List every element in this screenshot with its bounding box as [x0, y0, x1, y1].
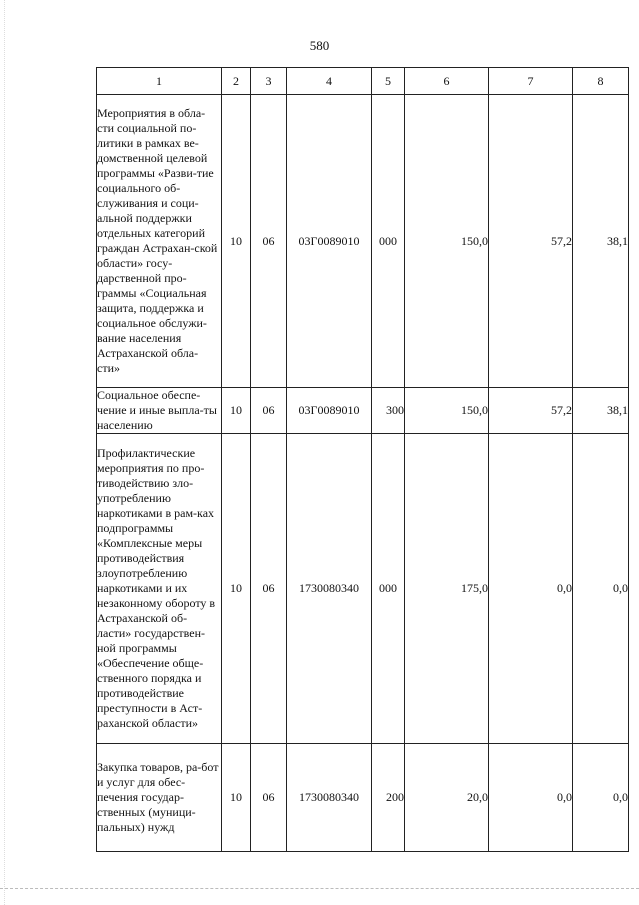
page-number: 580: [309, 38, 330, 53]
cell-section: 10: [222, 388, 251, 434]
row-name: Профилактические мероприятия по про-тиводействию зло-употреблению наркотиками в рам-ках подпрограммы «Комплексные меры противодействия злоупотреблению наркотиками и их незаконному обороту в Астраханской об-ласти» государствен-ной программы «Обеспечение обще-ственного порядка и противодействие преступности в Аст-раханской области»: [97, 434, 222, 744]
cell-expense-type: 200: [372, 744, 405, 852]
table-row: [97, 434, 629, 744]
cell-target-article: 1730080340: [287, 744, 372, 852]
cell-subsection: 06: [251, 95, 287, 388]
cell-actual: 57,2: [489, 388, 573, 434]
cell-section: 10: [222, 95, 251, 388]
header-cell: 5: [372, 68, 405, 95]
cell-target-article: 03Г0089010: [287, 95, 372, 388]
cell-actual: 0,0: [489, 744, 573, 852]
budget-table: [96, 67, 629, 852]
header-cell: 7: [489, 68, 573, 95]
header-row: [97, 68, 629, 95]
cell-section: 10: [222, 744, 251, 852]
cell-expense-type: 000: [372, 434, 405, 744]
cell-expense-type: 300: [372, 388, 405, 434]
table-row: [97, 744, 629, 852]
cell-subsection: 06: [251, 744, 287, 852]
cell-percent: 0,0: [573, 744, 629, 852]
row-name: Закупка товаров, ра-бот и услуг для обес-печения государ-ственных (муници-пальных) нужд: [97, 744, 222, 852]
cell-percent: 38,1: [573, 388, 629, 434]
row-name: Мероприятия в обла-сти социальной по-литики в рамках ве-домственной целевой программы «Разви-тие социального об-служивания и соци-альной поддержки отдельных категорий граждан Астрахан-ской области» госу-дарственной про-граммы «Социальная защита, поддержка и социальное обслужи-вание населения Астраханской обла-сти»: [97, 95, 222, 388]
cell-plan: 150,0: [405, 95, 489, 388]
header-cell: 4: [287, 68, 372, 95]
cell-percent: 38,1: [573, 95, 629, 388]
table-row: [97, 95, 629, 388]
cell-plan: 175,0: [405, 434, 489, 744]
cell-actual: 57,2: [489, 95, 573, 388]
cell-actual: 0,0: [489, 434, 573, 744]
cell-subsection: 06: [251, 434, 287, 744]
cell-target-article: 1730080340: [287, 434, 372, 744]
table-row: [97, 388, 629, 434]
cell-subsection: 06: [251, 388, 287, 434]
cell-target-article: 03Г0089010: [287, 388, 372, 434]
cell-percent: 0,0: [573, 434, 629, 744]
cell-expense-type: 000: [372, 95, 405, 388]
header-cell: 3: [251, 68, 287, 95]
header-cell: 2: [222, 68, 251, 95]
scan-bottom-edge: [0, 888, 639, 890]
cell-plan: 150,0: [405, 388, 489, 434]
cell-section: 10: [222, 434, 251, 744]
cell-plan: 20,0: [405, 744, 489, 852]
header-cell: 1: [97, 68, 222, 95]
scan-margin-line: [4, 0, 6, 905]
header-cell: 8: [573, 68, 629, 95]
header-cell: 6: [405, 68, 489, 95]
row-name: Социальное обеспе-чение и иные выпла-ты населению: [97, 388, 222, 434]
